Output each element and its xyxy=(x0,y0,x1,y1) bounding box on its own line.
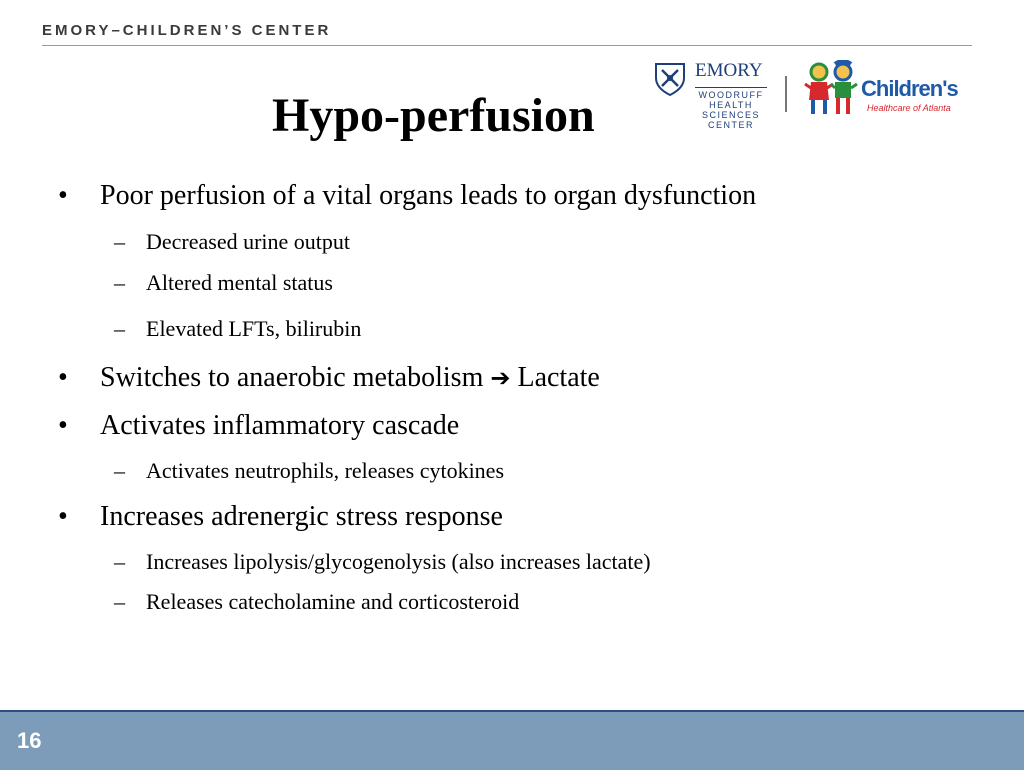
bullet-item xyxy=(58,410,460,442)
sub-bullet-text: Releases catecholamine and corticosteroid xyxy=(146,589,520,614)
bullet-item xyxy=(58,180,757,212)
logo-divider xyxy=(785,76,787,112)
bullet-mark: • xyxy=(58,501,68,532)
childrens-kids-icon xyxy=(801,60,863,118)
sub-bullet-text: Decreased urine output xyxy=(146,229,351,254)
bullet-text: Activates inflammatory cascade xyxy=(100,410,460,441)
emory-sub-line: HEALTH xyxy=(709,100,753,110)
sub-bullet-item xyxy=(114,549,651,575)
sub-bullet-mark: – xyxy=(114,589,125,614)
org-name: EMORY–CHILDREN’S CENTER xyxy=(42,22,332,39)
bullet-mark: • xyxy=(58,362,68,393)
sub-bullet-mark: – xyxy=(114,458,125,483)
emory-logo xyxy=(654,60,769,135)
emory-sub-line: SCIENCES xyxy=(701,110,760,120)
sub-bullet-item xyxy=(114,458,505,484)
emory-wordmark: EMORY xyxy=(695,60,763,81)
bullet-mark: • xyxy=(58,410,68,441)
sub-bullet-text: Increases lipolysis/glycogenolysis (also increases lactate) xyxy=(146,549,651,574)
sub-bullet-text: Elevated LFTs, bilirubin xyxy=(146,316,362,341)
sub-bullet-mark: – xyxy=(114,229,125,254)
emory-sub-line: CENTER xyxy=(707,120,754,130)
sub-bullet-text: Activates neutrophils, releases cytokines xyxy=(146,458,505,483)
emory-subtitle xyxy=(695,87,767,130)
bullet-text: Poor perfusion of a vital organs leads to organ dysfunction xyxy=(100,180,757,211)
right-arrow-icon: ➔ xyxy=(490,364,511,392)
sub-bullet-mark: – xyxy=(114,316,125,341)
bullet-item xyxy=(58,362,600,394)
slide-footer xyxy=(0,710,1024,770)
sub-bullet-item xyxy=(114,270,333,296)
emory-sub-line: WOODRUFF xyxy=(698,90,764,100)
sub-bullet-mark: – xyxy=(114,270,125,295)
page-number: 16 xyxy=(17,728,42,753)
childrens-logo xyxy=(801,60,976,120)
sub-bullet-item xyxy=(114,229,351,255)
sub-bullet-item xyxy=(114,316,362,342)
sub-bullet-item xyxy=(114,589,520,615)
bullet-mark: • xyxy=(58,180,68,211)
sub-bullet-mark: – xyxy=(114,549,125,574)
bullet-text: Lactate xyxy=(510,362,600,393)
sub-bullet-text: Altered mental status xyxy=(146,270,333,295)
childrens-wordmark: Children's xyxy=(861,76,958,101)
childrens-subtitle: Healthcare of Atlanta xyxy=(867,103,951,113)
bullet-text: Switches to anaerobic metabolism xyxy=(100,362,491,393)
bullet-text: Increases adrenergic stress response xyxy=(100,501,503,532)
slide-title: Hypo-perfusion xyxy=(272,89,595,142)
header-divider xyxy=(42,45,972,46)
emory-shield-icon xyxy=(654,62,686,96)
bullet-item xyxy=(58,501,503,533)
